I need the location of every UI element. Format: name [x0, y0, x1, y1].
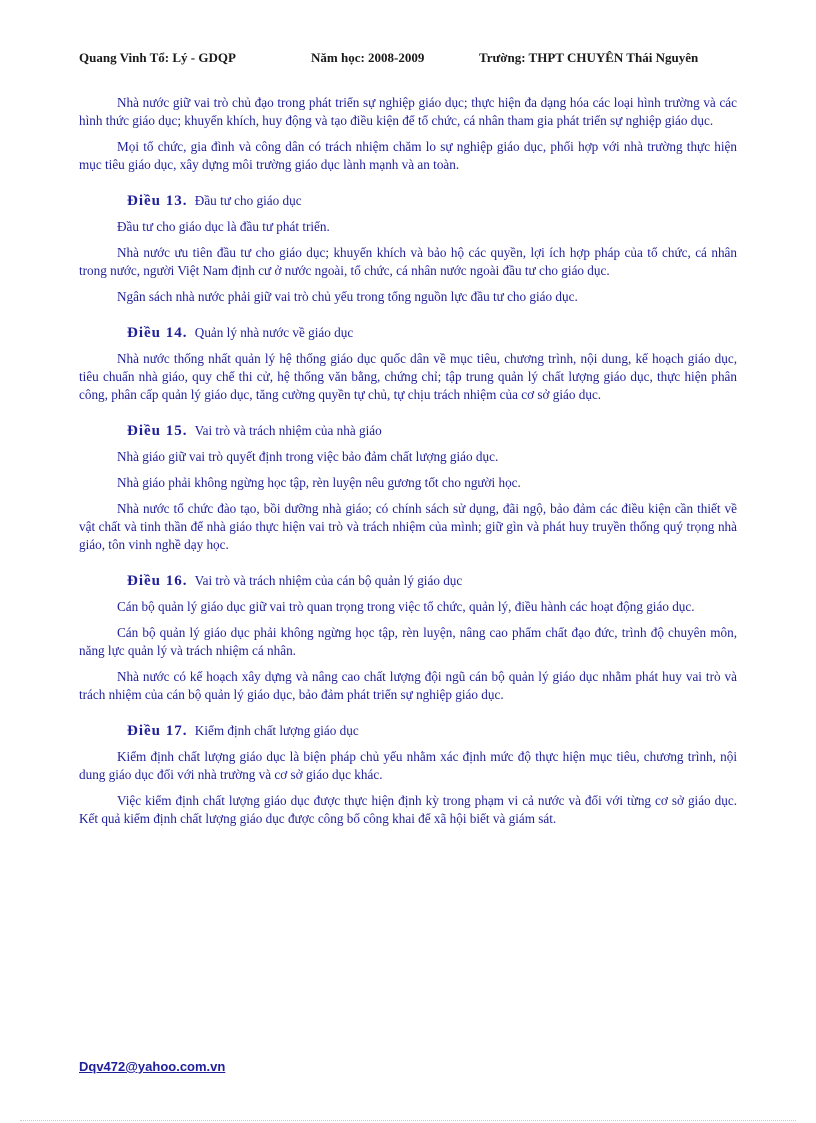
article-title: Kiểm định chất lượng giáo dục [194, 723, 359, 738]
paragraph: Nhà nước giữ vai trò chủ đạo trong phát triển sự nghiệp giáo dục; thực hiện đa dạng hóa các loại hình trường và các hình thức giáo dục; khuyến khích, huy động và tạo điều kiện để tổ chức, cá nhân tham gia phát triển sự nghiệp giáo dục. [79, 95, 737, 128]
article-number: Điều 13. [127, 193, 188, 209]
article-number: Điều 15. [127, 423, 188, 439]
paragraph: Nhà nước ưu tiên đầu tư cho giáo dục; khuyến khích và bảo hộ các quyền, lợi ích hợp pháp của tổ chức, cá nhân trong nước, người Việt Nam định cư ở nước ngoài, tổ chức, cá nhân nước ngoài đầu tư cho giáo dục. [79, 245, 737, 278]
paragraph: Nhà nước có kế hoạch xây dựng và nâng cao chất lượng đội ngũ cán bộ quản lý giáo dục nhằm phát huy vai trò và trách nhiệm của cán bộ quản lý giáo dục, bảo đảm phát triển sự nghiệp giáo dục. [79, 669, 737, 702]
article-heading-17 [127, 722, 737, 740]
paragraph: Đầu tư cho giáo dục là đầu tư phát triển. [117, 219, 330, 234]
paragraph: Nhà nước tổ chức đào tạo, bồi dưỡng nhà giáo; có chính sách sử dụng, đãi ngộ, bảo đảm các điều kiện cần thiết về vật chất và tinh thần để nhà giáo thực hiện vai trò và trách nhiệm của mình; giữ gìn và phát huy truyền thống quý trọng nhà giáo, tôn vinh nghề dạy học. [79, 501, 737, 552]
article-title: Quản lý nhà nước về giáo dục [194, 325, 354, 340]
article-title: Vai trò và trách nhiệm của cán bộ quản lý giáo dục [194, 573, 463, 588]
article-heading-16 [127, 572, 737, 590]
article-number: Điều 14. [127, 325, 188, 341]
paragraph: Nhà giáo phải không ngừng học tập, rèn luyện nêu gương tốt cho người học. [117, 475, 521, 490]
paragraph: Việc kiểm định chất lượng giáo dục được thực hiện định kỳ trong phạm vi cả nước và đối với từng cơ sở giáo dục. Kết quả kiểm định chất lượng giáo dục được công bố công khai để xã hội biết và giám sát. [79, 793, 737, 826]
article-heading-14 [127, 324, 737, 342]
header-school-year: Năm học: 2008-2009 [311, 50, 425, 65]
document-body [79, 94, 737, 836]
paragraph: Kiểm định chất lượng giáo dục là biện pháp chủ yếu nhằm xác định mức độ thực hiện mục tiêu, chương trình, nội dung giáo dục đối với nhà trường và cơ sở giáo dục khác. [79, 749, 737, 782]
header-school: Trường: THPT CHUYÊN Thái Nguyên [479, 50, 699, 65]
article-title: Vai trò và trách nhiệm của nhà giáo [194, 423, 382, 438]
article-heading-15 [127, 422, 737, 440]
article-heading-13 [127, 192, 737, 210]
footer-email-link[interactable]: Dqv472@yahoo.com.vn [79, 1059, 226, 1074]
paragraph: Cán bộ quản lý giáo dục phải không ngừng học tập, rèn luyện, nâng cao phẩm chất đạo đức, trình độ chuyên môn, năng lực quản lý và trách nhiệm cá nhân. [79, 625, 737, 658]
paragraph: Mọi tổ chức, gia đình và công dân có trách nhiệm chăm lo sự nghiệp giáo dục, phối hợp với nhà trường thực hiện mục tiêu giáo dục, xây dựng môi trường giáo dục lành mạnh và an toàn. [79, 139, 737, 172]
article-number: Điều 17. [127, 723, 188, 739]
paragraph: Nhà giáo giữ vai trò quyết định trong việc bảo đảm chất lượng giáo dục. [117, 449, 499, 464]
article-number: Điều 16. [127, 573, 188, 589]
header-author: Quang Vinh Tổ: Lý - GDQP [79, 50, 236, 65]
article-title: Đầu tư cho giáo dục [194, 193, 302, 208]
paragraph: Cán bộ quản lý giáo dục giữ vai trò quan trọng trong việc tổ chức, quản lý, điều hành các hoạt động giáo dục. [117, 599, 695, 614]
paragraph: Ngân sách nhà nước phải giữ vai trò chủ yếu trong tổng nguồn lực đầu tư cho giáo dục. [117, 289, 578, 304]
paragraph: Nhà nước thống nhất quản lý hệ thống giáo dục quốc dân về mục tiêu, chương trình, nội dung, kế hoạch giáo dục, tiêu chuẩn nhà giáo, quy chế thi cử, hệ thống văn bằng, chứng chỉ; tập trung quản lý chất lượng giáo dục, thực hiện phân công, phân cấp quản lý giáo dục, tăng cường quyền tự chủ, tự chịu trách nhiệm của cơ sở giáo dục. [79, 351, 737, 402]
page-bottom-edge [20, 1120, 796, 1121]
